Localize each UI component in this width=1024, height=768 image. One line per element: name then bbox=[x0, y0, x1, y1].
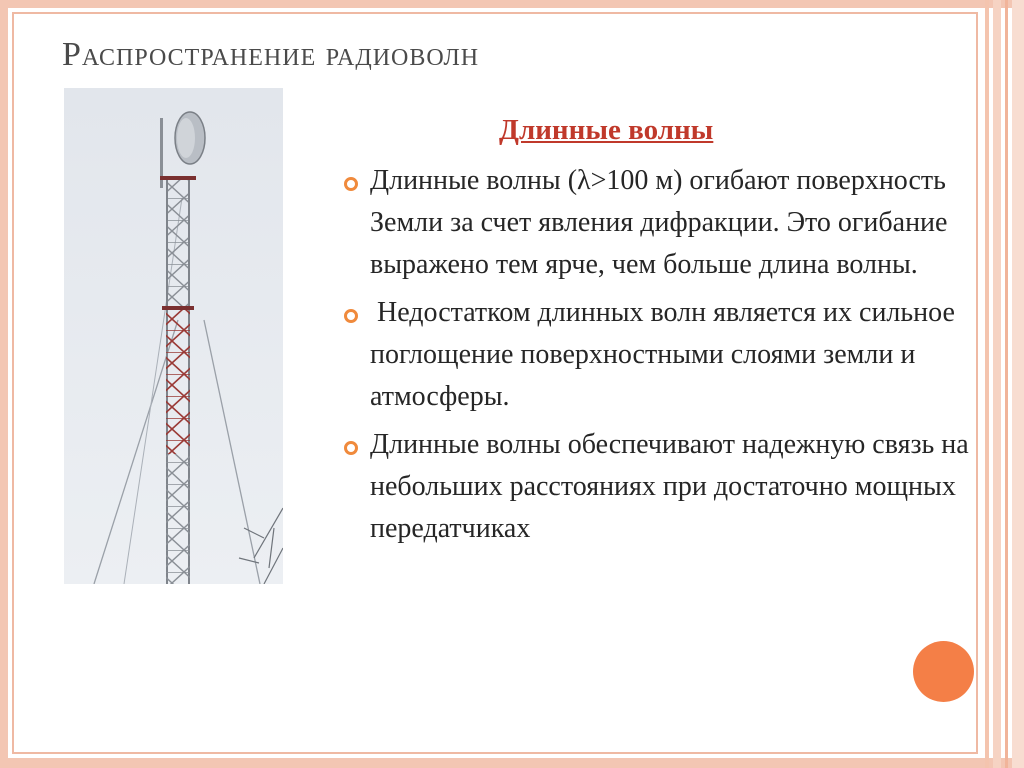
frame-bottom-border bbox=[0, 758, 1024, 768]
decorative-stripe bbox=[985, 0, 989, 768]
bullet-circle-icon bbox=[344, 309, 358, 323]
bullet-list bbox=[338, 160, 976, 556]
frame-top-border bbox=[0, 0, 1024, 8]
decorative-circle bbox=[913, 641, 974, 702]
slide-title: Распространение радиоволн bbox=[62, 36, 480, 73]
radio-tower-image bbox=[64, 88, 283, 584]
list-item bbox=[338, 160, 972, 286]
frame-left-border bbox=[0, 0, 8, 768]
list-item bbox=[338, 292, 972, 418]
bullet-text: Длинные волны обеспечивают надежную связь на небольших расстояниях при достаточно мощных передатчиках bbox=[370, 429, 976, 544]
bullet-text: Недостатком длинных волн является их сильное поглощение поверхностными слоями земли и атмосферы. bbox=[370, 297, 962, 412]
decorative-stripe bbox=[993, 0, 1001, 768]
bullet-text: Длинные волны (λ>100 м) огибают поверхность Земли за счет явления дифракции. Это огибание выражено тем ярче, чем больше длина волны. bbox=[370, 165, 955, 280]
decorative-stripe bbox=[1005, 0, 1008, 768]
section-subtitle: Длинные волны bbox=[499, 114, 714, 146]
decorative-stripe bbox=[1012, 0, 1024, 768]
bullet-circle-icon bbox=[344, 177, 358, 191]
bullet-circle-icon bbox=[344, 441, 358, 455]
list-item bbox=[338, 424, 976, 550]
